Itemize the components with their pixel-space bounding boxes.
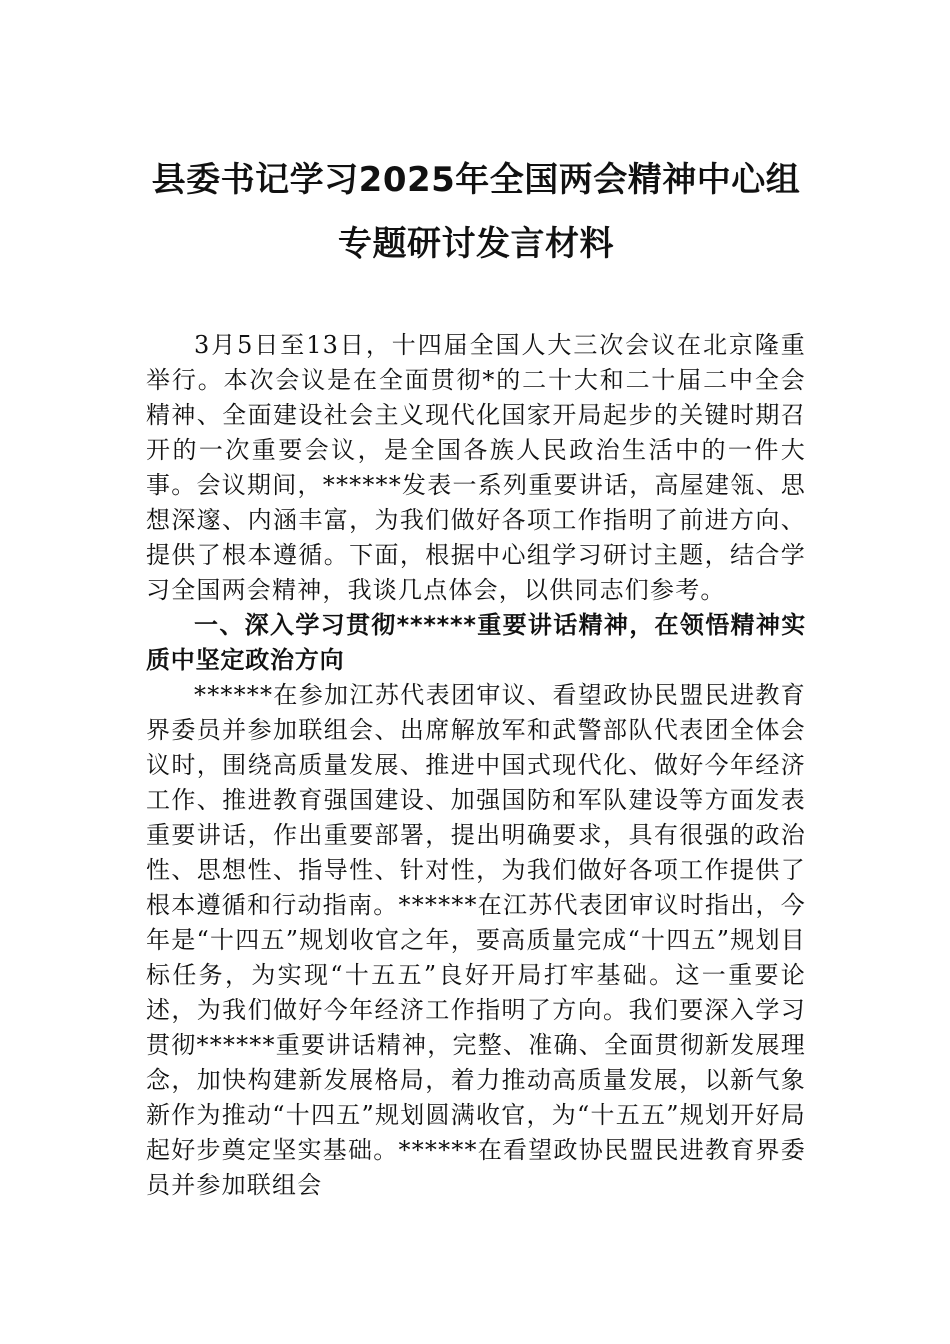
document-body	[146, 328, 806, 1203]
section-heading-1: 一、深入学习贯彻******重要讲话精神，在领悟精神实质中坚定政治方向	[146, 611, 806, 674]
document-page	[146, 148, 806, 1203]
document-title	[146, 148, 806, 276]
title-line-1: 县委书记学习2025年全国两会精神中心组	[151, 160, 801, 200]
intro-paragraph: 3月5日至13日，十四届全国人大三次会议在北京隆重举行。本次会议是在全面贯彻*的二十大和二十届二中全会精神、全面建设社会主义现代化国家开局起步的关键时期召开的一次重要会议，是全国各族人民政治生活中的一件大事。会议期间，******发表一系列重要讲话，高屋建瓴、思想深邃、内涵丰富，为我们做好各项工作指明了前进方向、提供了根本遵循。下面，根据中心组学习研讨主题，结合学习全国两会精神，我谈几点体会，以供同志们参考。	[146, 331, 806, 604]
section-1-paragraph: ******在参加江苏代表团审议、看望政协民盟民进教育界委员并参加联组会、出席解放军和武警部队代表团全体会议时，围绕高质量发展、推进中国式现代化、做好今年经济工作、推进教育强国建设、加强国防和军队建设等方面发表重要讲话，作出重要部署，提出明确要求，具有很强的政治性、思想性、指导性、针对性，为我们做好各项工作提供了根本遵循和行动指南。******在江苏代表团审议时指出，今年是“十四五”规划收官之年，要高质量完成“十四五”规划目标任务，为实现“十五五”良好开局打牢基础。这一重要论述，为我们做好今年经济工作指明了方向。我们要深入学习贯彻******重要讲话精神，完整、准确、全面贯彻新发展理念，加快构建新发展格局，着力推动高质量发展，以新气象新作为推动“十四五”规划圆满收官，为“十五五”规划开好局起好步奠定坚实基础。******在看望政协民盟民进教育界委员并参加联组会	[146, 681, 806, 1199]
title-line-2: 专题研讨发言材料	[338, 224, 614, 264]
